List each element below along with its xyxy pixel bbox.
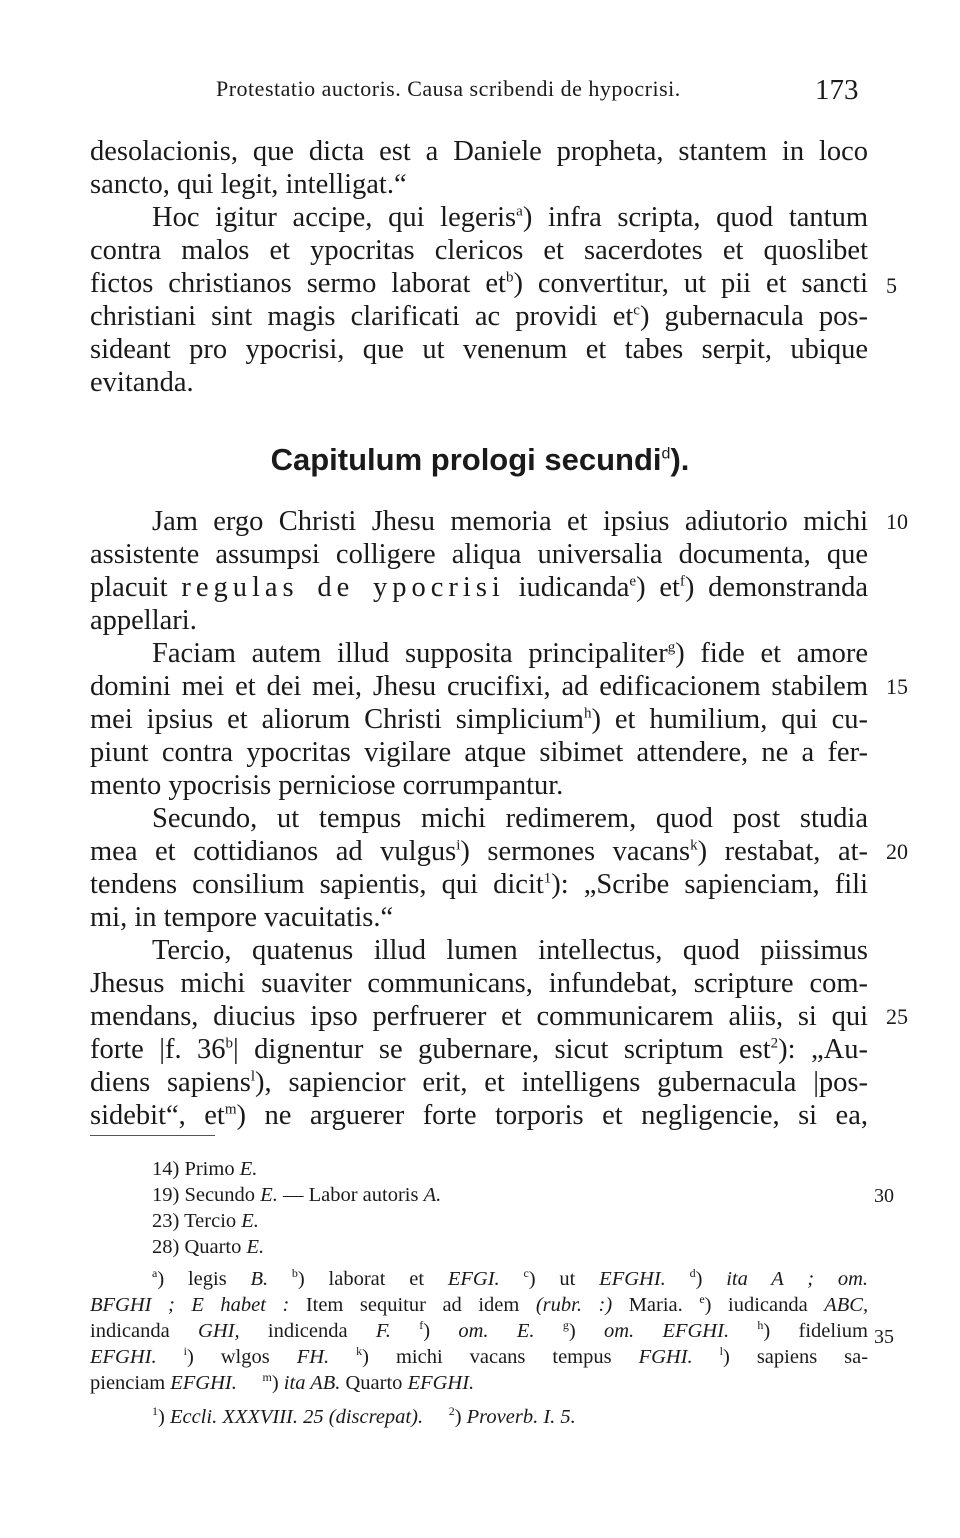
footnote-line-number: 30 (874, 1185, 894, 1207)
text-line: mendans, diucius ipso perfruerer et communicarem aliis, si qui (90, 1001, 868, 1032)
variant-note: 14) Primo E. (152, 1158, 258, 1180)
variant-note: 23) Tercio E. (152, 1210, 259, 1232)
variant-note: 19) Secundo E. — Labor autoris A. (152, 1184, 442, 1206)
spaced-emphasis: regulas de ypocrisi (181, 572, 505, 603)
text-line: sideant pro ypocrisi, que ut venenum et tabes serpit, ubique (90, 334, 868, 365)
text-line: tendens consilium sapientis, qui dicit$^1$): „Scribe sapienciam, fili (90, 869, 868, 900)
apparatus-line: EFGHI. $^i$) wlgos FH. $^k$) michi vacans tempus FGHI. $^l$) sapiens sa- (90, 1344, 869, 1368)
running-head: Protestatio auctoris. Causa scribendi de hypocrisi. (216, 76, 681, 101)
text-line: placuit regulas de ypocrisi iudicanda$^e$) $et^f$) demonstranda (90, 572, 869, 603)
text-line: diens sapiens$^l$), sapiencior erit, et intelligens gubernacula |pos- (90, 1067, 868, 1098)
line-number: 20 (886, 839, 908, 864)
text-line: domini mei et dei mei, Jhesu crucifixi, ad edificacionem stabilem (90, 671, 868, 702)
text-line: contra malos et ypocritas clericos et sacerdotes et quoslibet (90, 235, 868, 266)
text-line: piunt contra ypocritas vigilare atque sibimet attendere, ne a fer- (90, 737, 868, 768)
page-header (0, 72, 960, 112)
source-note: $^1$) Eccli. XXXVIII. 25 (discrepat). $^2$) Proverb. I. 5. (152, 1404, 576, 1428)
text-line: evitanda. (90, 367, 194, 398)
text-line: Hoc igitur accipe, qui legeris$^a$) infra scripta, quod tantum (152, 202, 868, 233)
variant-note: 28) Quarto E. (152, 1236, 265, 1258)
text-line: Tercio, quatenus illud lumen intellectus, quod piissimus (152, 935, 868, 966)
apparatus-line: BFGHI ; E habet : Item sequitur ad idem (rubr. :) Maria. $^e$) iudicanda ABC, (90, 1292, 869, 1316)
text-line: fictos christianos sermo laborat $et^b$) convertitur, ut pii et sancti (90, 268, 868, 299)
text-line: mento ypocrisis perniciose corrumpantur. (90, 770, 564, 801)
footnote-rule (90, 1135, 215, 1136)
text-line: christiani sint magis clarificati ac providi $et^c$) gubernacula pos- (90, 301, 868, 332)
line-number: 10 (886, 509, 908, 534)
line-number: 25 (886, 1004, 908, 1029)
apparatus-line: pienciam EFGHI. $^m$) ita AB. Quarto EFGHI. (90, 1370, 475, 1394)
apparatus-line-number: 35 (874, 1326, 894, 1348)
text-line: mi, in tempore vacuitatis.“ (90, 902, 394, 933)
text-line: mea et cottidianos ad vulgus$^i$) sermones vacans$^k$) restabat, at- (90, 836, 869, 867)
text-line: sancto, qui legit, intelligat.“ (90, 169, 407, 200)
text-line: mei ipsius et aliorum Christi simplicium$^h$) et humilium, qui cu- (90, 704, 868, 735)
apparatus-line: indicanda GHI, indicenda F. $^f$) om. E. $^g$) om. EFGHI. $^h$) fidelium (90, 1318, 868, 1342)
text-line: Jam ergo Christi Jhesu memoria et ipsius adiutorio michi (152, 506, 868, 537)
chapter-heading: Capitulum prologi secundi$^d$). (270, 442, 690, 477)
apparatus-line: $^a$) legis B. $^b$) laborat et EFGI. $^c$) ut EFGHI. $^d$) ita A ; om. (152, 1266, 869, 1290)
text-line: Secundo, ut tempus michi redimerem, quod post studia (152, 803, 868, 834)
page-number: 173 (815, 74, 859, 106)
text-line: desolacionis, que dicta est a Daniele propheta, stantem in loco (90, 136, 868, 167)
text-line: appellari. (90, 605, 197, 636)
line-number: 5 (886, 273, 897, 298)
text-line: Faciam autem illud supposita principaliter$^g$) fide et amore (152, 638, 869, 669)
text-line: assistente assumpsi colligere aliqua universalia documenta, que (90, 539, 868, 570)
text-line: forte |f. 36$^b$| dignentur se gubernare, sicut scriptum est$^2$): „Au- (90, 1034, 869, 1065)
text-line: sidebit“, $et^m$) ne arguerer forte torporis et negligencie, si ea, (90, 1100, 868, 1131)
line-number: 15 (886, 674, 908, 699)
text-line: Jhesus michi suaviter communicans, infundebat, scripture com- (90, 968, 868, 999)
